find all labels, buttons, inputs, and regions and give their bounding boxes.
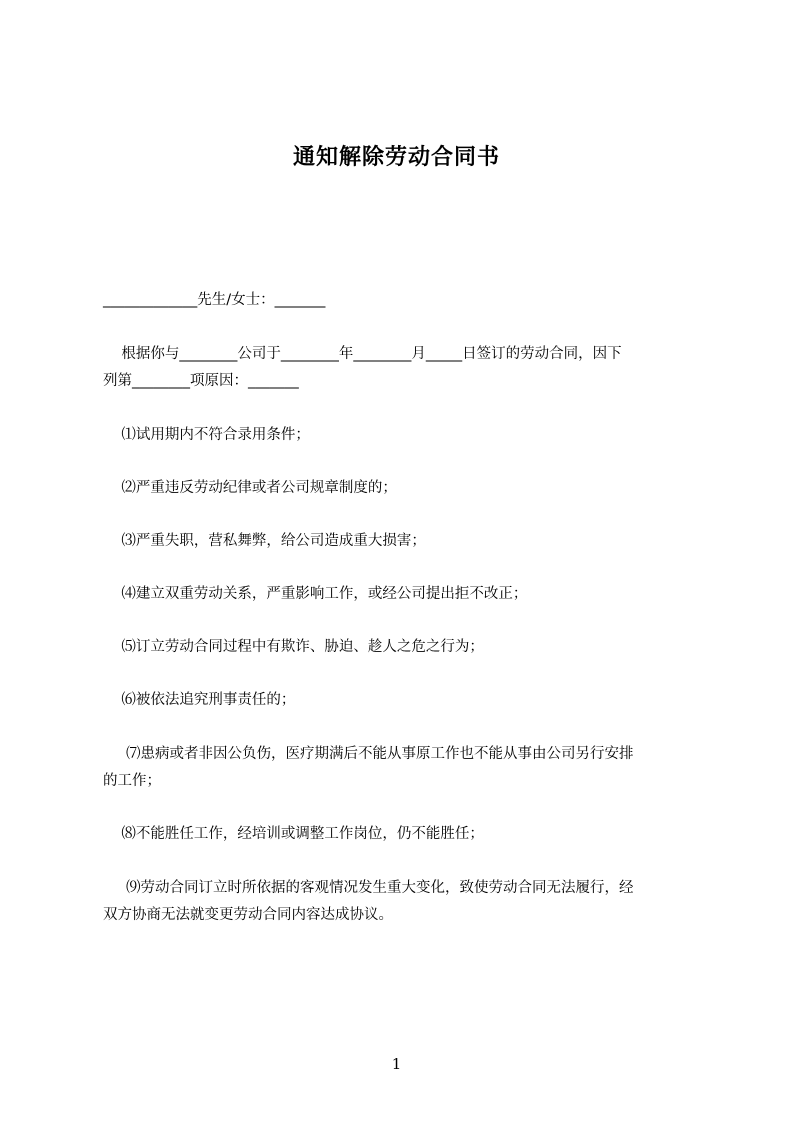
reason-item-8: ⑻不能胜任工作，经培训或调整工作岗位，仍不能胜任；	[103, 826, 484, 842]
reason-item-6: ⑹被依法追究刑事责任的；	[103, 692, 296, 708]
intro-line-2: 列第________项原因：_______	[103, 373, 299, 389]
page-number: 1	[391, 1055, 402, 1073]
reason-item-7-line-1: ⑺患病或者非因公负伤，医疗期满后不能从事原工作也不能从事由公司另行安排	[103, 746, 634, 762]
reason-item-9-line-1: ⑼劳动合同订立时所依据的客观情况发生重大变化，致使劳动合同无法履行，经	[103, 880, 634, 896]
reason-item-1: ⑴试用期内不符合录用条件；	[103, 427, 310, 443]
salutation: _____________先生/女士：_______	[103, 292, 326, 308]
reason-item-4: ⑷建立双重劳动关系，严重影响工作，或经公司提出拒不改正；	[103, 586, 528, 602]
intro-line-1: 根据你与________公司于________年________月_____日签订的劳动合同，因下	[103, 346, 622, 362]
reason-item-5: ⑸订立劳动合同过程中有欺诈、胁迫、趁人之危之行为；	[103, 639, 484, 655]
reason-item-9-line-2: 双方协商无法就变更劳动合同内容达成协议。	[103, 907, 393, 923]
reason-item-3: ⑶严重失职，营私舞弊，给公司造成重大损害；	[103, 533, 426, 549]
reason-item-7-line-2: 的工作；	[103, 773, 161, 789]
reason-item-2: ⑵严重违反劳动纪律或者公司规章制度的；	[103, 480, 397, 496]
document-title: 通知解除劳动合同书	[292, 145, 500, 170]
